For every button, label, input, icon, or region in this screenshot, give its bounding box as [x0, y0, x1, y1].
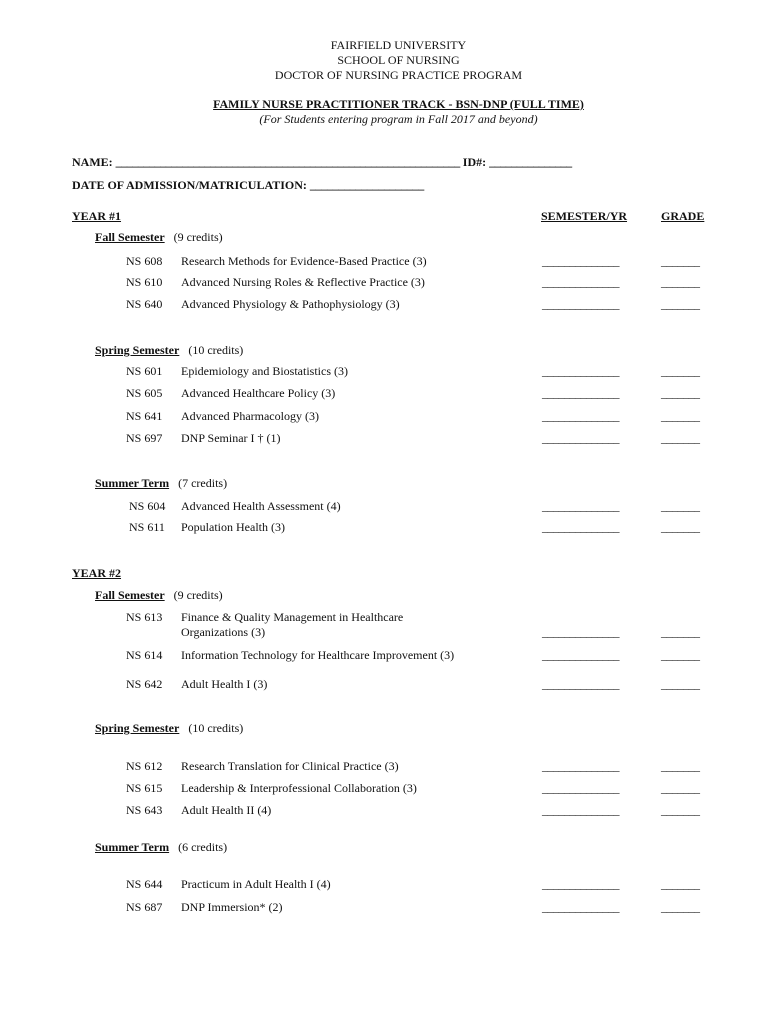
course-code: NS 641 [126, 409, 163, 423]
semester-blank[interactable]: ______________ [542, 409, 619, 423]
grade-blank[interactable]: _______ [661, 386, 700, 400]
semester-blank[interactable]: ______________ [542, 648, 619, 662]
course-code: NS 687 [126, 900, 163, 914]
course-title: Leadership & Interprofessional Collaboration (3) [181, 781, 417, 795]
course-code: NS 608 [126, 254, 163, 268]
y1-summer-credits: (7 credits) [178, 476, 228, 490]
course-title: Finance & Quality Management in Healthcare [181, 610, 404, 624]
grade-blank[interactable]: _______ [661, 364, 700, 378]
grade-blank[interactable]: _______ [661, 759, 700, 773]
course-code: NS 604 [129, 499, 166, 513]
grade-blank[interactable]: _______ [661, 900, 700, 914]
course-title: Epidemiology and Biostatistics (3) [181, 364, 348, 378]
grade-blank[interactable]: _______ [661, 431, 700, 445]
semester-blank[interactable]: ______________ [542, 625, 619, 639]
semester-blank[interactable]: ______________ [542, 520, 619, 534]
y1-summer-name: Summer Term [95, 476, 170, 490]
course-title: Practicum in Adult Health I (4) [181, 877, 331, 891]
grade-blank[interactable]: _______ [661, 254, 700, 268]
name-field-row[interactable] [72, 155, 572, 170]
y1-spring-name: Spring Semester [95, 343, 180, 357]
name-blank[interactable]: ______________________________________________________________ [115, 155, 460, 169]
course-code: NS 614 [126, 648, 163, 662]
semester-blank[interactable]: ______________ [542, 900, 619, 914]
admission-date-blank[interactable]: ____________________ [309, 178, 424, 192]
y2-fall-credits: (9 credits) [173, 588, 223, 602]
y2-summer-heading [95, 840, 227, 855]
grade-blank[interactable]: _______ [661, 499, 700, 513]
semester-blank[interactable]: ______________ [542, 386, 619, 400]
semester-blank[interactable]: ______________ [542, 877, 619, 891]
admission-date-label: DATE OF ADMISSION/MATRICULATION: [72, 178, 307, 192]
course-title: Population Health (3) [181, 520, 285, 534]
track-subtitle: (For Students entering program in Fall 2017 and beyond) [259, 112, 538, 126]
y2-spring-name: Spring Semester [95, 721, 180, 735]
grade-blank[interactable]: _______ [661, 520, 700, 534]
course-code: NS 697 [126, 431, 163, 445]
course-code: NS 611 [129, 520, 165, 534]
course-title: Advanced Physiology & Pathophysiology (3) [181, 297, 400, 311]
grade-blank[interactable]: _______ [661, 877, 700, 891]
semester-blank[interactable]: ______________ [542, 297, 619, 311]
course-title: Advanced Pharmacology (3) [181, 409, 319, 423]
semester-blank[interactable]: ______________ [542, 759, 619, 773]
y1-fall-heading [95, 230, 223, 245]
program-name: DOCTOR OF NURSING PRACTICE PROGRAM [274, 68, 523, 82]
course-code: NS 642 [126, 677, 163, 691]
course-title: DNP Seminar I † (1) [181, 431, 281, 445]
grade-column-header: GRADE [661, 209, 705, 223]
course-code: NS 615 [126, 781, 163, 795]
grade-blank[interactable]: _______ [661, 297, 700, 311]
course-code: NS 613 [126, 610, 163, 624]
y2-summer-credits: (6 credits) [178, 840, 228, 854]
y2-spring-heading [95, 721, 243, 736]
course-code: NS 640 [126, 297, 163, 311]
grade-blank[interactable]: _______ [661, 803, 700, 817]
course-code: NS 610 [126, 275, 163, 289]
course-title-continued: Organizations (3) [181, 625, 266, 639]
course-title: Advanced Healthcare Policy (3) [181, 386, 336, 400]
id-blank[interactable]: _______________ [489, 155, 572, 169]
course-title: Advanced Health Assessment (4) [181, 499, 341, 513]
semester-blank[interactable]: ______________ [542, 431, 619, 445]
course-title: Research Translation for Clinical Practice (3) [181, 759, 399, 773]
name-label: NAME: [72, 155, 113, 169]
year2-title: YEAR #2 [72, 566, 122, 580]
y2-fall-heading [95, 588, 223, 603]
semester-column-header: SEMESTER/YR [541, 209, 628, 223]
year1-title: YEAR #1 [72, 209, 122, 223]
y2-summer-name: Summer Term [95, 840, 170, 854]
course-code: NS 605 [126, 386, 163, 400]
grade-blank[interactable]: _______ [661, 409, 700, 423]
course-title: Information Technology for Healthcare Improvement (3) [181, 648, 455, 662]
course-title: Adult Health II (4) [181, 803, 272, 817]
admission-date-row[interactable] [72, 178, 424, 193]
y1-spring-heading [95, 343, 243, 358]
semester-blank[interactable]: ______________ [542, 364, 619, 378]
semester-blank[interactable]: ______________ [542, 803, 619, 817]
course-code: NS 643 [126, 803, 163, 817]
course-code: NS 601 [126, 364, 163, 378]
course-code: NS 644 [126, 877, 163, 891]
y2-spring-credits: (10 credits) [188, 721, 244, 735]
semester-blank[interactable]: ______________ [542, 254, 619, 268]
grade-blank[interactable]: _______ [661, 275, 700, 289]
semester-blank[interactable]: ______________ [542, 677, 619, 691]
grade-blank[interactable]: _______ [661, 781, 700, 795]
school-name: SCHOOL OF NURSING [337, 53, 460, 67]
y1-spring-credits: (10 credits) [188, 343, 244, 357]
university-name: FAIRFIELD UNIVERSITY [330, 38, 467, 52]
course-title: DNP Immersion* (2) [181, 900, 283, 914]
grade-blank[interactable]: _______ [661, 677, 700, 691]
course-title: Research Methods for Evidence-Based Practice (3) [181, 254, 427, 268]
semester-blank[interactable]: ______________ [542, 781, 619, 795]
course-title: Adult Health I (3) [181, 677, 268, 691]
semester-blank[interactable]: ______________ [542, 275, 619, 289]
grade-blank[interactable]: _______ [661, 625, 700, 639]
id-label: ID#: [462, 155, 487, 169]
grade-blank[interactable]: _______ [661, 648, 700, 662]
semester-blank[interactable]: ______________ [542, 499, 619, 513]
y1-summer-heading [95, 476, 227, 491]
y1-fall-name: Fall Semester [95, 230, 165, 244]
track-title: FAMILY NURSE PRACTITIONER TRACK - BSN-DNP (FULL TIME) [213, 97, 584, 111]
y2-fall-name: Fall Semester [95, 588, 165, 602]
y1-fall-credits: (9 credits) [173, 230, 223, 244]
course-title: Advanced Nursing Roles & Reflective Practice (3) [181, 275, 425, 289]
course-code: NS 612 [126, 759, 163, 773]
